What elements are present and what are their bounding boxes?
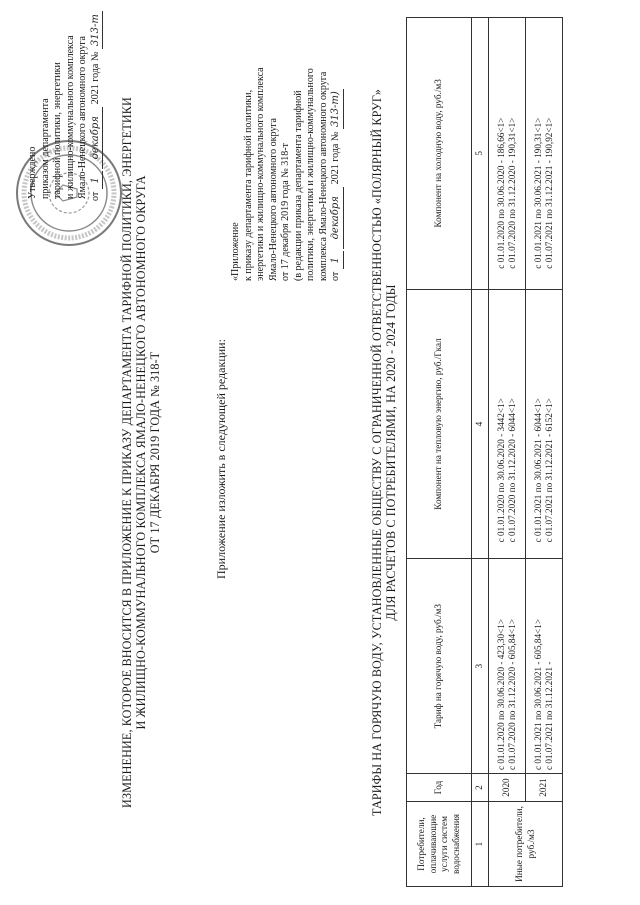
column-number: 1 (472, 802, 489, 887)
tariff-period: с 01.01.2021 по 30.06.2021 - 605,84<1> (532, 619, 543, 771)
appendix-date-prefix: от (330, 271, 341, 281)
tariff-table (406, 17, 563, 887)
column-number: 4 (472, 289, 489, 559)
appendix-line: Ямало-Ненецкого автономного округа (267, 118, 279, 281)
year-cell: 2021 (526, 774, 563, 802)
appendix-line: политики, энергетики и жилищно-коммунального (305, 68, 316, 281)
heat-period: с 01.07.2020 по 31.12.2020 - 6044<1> (507, 398, 517, 543)
table-header-row (407, 18, 472, 887)
appendix-line: энергетики и жилищно-коммунального комплекса (255, 67, 266, 281)
tariff-period: с 01.07.2020 по 31.12.2020 - 605,84<1> (507, 619, 517, 771)
approval-date-line (90, 6, 104, 201)
heading-line-3: ОТ 17 ДЕКАБРЯ 2019 ГОДА № 318-Т (148, 351, 162, 554)
heat-cell (489, 289, 526, 559)
approval-block (27, 6, 103, 201)
cold-period: с 01.01.2021 по 30.06.2021 - 190,31<1> (532, 117, 543, 269)
intro-text: Приложение изложить в следующей редакции: (214, 339, 228, 579)
table-row (526, 18, 563, 887)
heat-period: с 01.07.2021 по 31.12.2021 - 6152<1> (544, 398, 554, 543)
cold-cell (489, 18, 526, 290)
appendix-line: комплекса Ямало-Ненецкого автономного округа (317, 71, 329, 281)
header-heat-component: Компонент на тепловую энергию, руб./Гкал (407, 289, 472, 559)
approval-line: приказом департамента (39, 98, 51, 199)
amendment-heading (120, 0, 162, 905)
column-number: 3 (472, 559, 489, 774)
heat-cell (526, 289, 563, 559)
table-title-line-2: ДЛЯ РАСЧЕТОВ С ПОТРЕБИТЕЛЯМИ, НА 2020 - 2024 ГОДЫ (384, 284, 398, 621)
cold-period: с 01.07.2020 по 31.12.2020 - 190,31<1> (507, 117, 517, 269)
header-cold-component: Компонент на холодную воду, руб./м3 (407, 18, 472, 290)
header-tariff: Тариф на горячую воду, руб./м3 (407, 559, 472, 774)
table-number-row (472, 18, 489, 887)
heading-line-2: И ЖИЛИЩНО-КОММУНАЛЬНОГО КОМПЛЕКСА ЯМАЛО-НЕНЕЦКОГО АВТОНОМНОГО ОКРУГА (134, 175, 148, 730)
appendix-date-month: декабря (330, 187, 344, 249)
appendix-date-line (330, 31, 344, 281)
tariff-cell (489, 559, 526, 774)
consumer-cell: Иные потребители, руб./м3 (489, 802, 563, 887)
heat-period: с 01.01.2021 по 30.06.2021 - 6044<1> (532, 398, 543, 543)
year-cell: 2020 (489, 774, 526, 802)
tariff-period: с 01.01.2020 по 30.06.2020 - 423,30<1> (495, 619, 506, 771)
tariff-cell (526, 559, 563, 774)
approval-date-month: декабря (90, 107, 104, 169)
approval-line: Утверждено (27, 146, 38, 199)
appendix-block (230, 31, 344, 281)
heat-period: с 01.01.2020 по 30.06.2020 - 3442<1> (495, 398, 506, 543)
header-consumers: Потребители, оплачивающие услуги систем водоснабжения (407, 802, 472, 887)
approval-line: и жилищно-коммунального комплекса (64, 35, 76, 199)
appendix-line: к приказу департамента тарифной политики, (242, 89, 254, 281)
approval-date-prefix: от (89, 191, 101, 201)
cold-cell (526, 18, 563, 290)
cold-period: с 01.01.2020 по 30.06.2020 - 186,66<1> (495, 117, 506, 269)
approval-line: Ямало-Ненецкого автономного округа (77, 36, 88, 199)
approval-line: тарифной политики, энергетики (52, 62, 63, 199)
appendix-number: 313-т) (330, 89, 344, 129)
header-year: Год (407, 774, 472, 802)
table-row (489, 18, 526, 887)
tariff-period: с 01.07.2021 по 31.12.2021 - (544, 661, 554, 771)
approval-date-year: 2021 года № (89, 51, 101, 105)
column-number: 2 (472, 774, 489, 802)
approval-date-day: 1 (90, 171, 104, 189)
appendix-date-year: 2021 года № (330, 131, 341, 185)
appendix-line: от 17 декабря 2019 года № 318-т (280, 143, 291, 281)
cold-period: с 01.07.2021 по 31.12.2021 - 190,92<1> (544, 117, 554, 269)
table-title-line-1: ТАРИФЫ НА ГОРЯЧУЮ ВОДУ, УСТАНОВЛЕННЫЕ ОБЩЕСТВУ С ОГРАНИЧЕННОЙ ОТВЕТСТВЕННОСТЬЮ «ПОЛЯРНЫЙ КРУГ» (370, 89, 384, 816)
appendix-date-day: 1 (330, 251, 344, 269)
appendix-line: «Приложение (230, 222, 241, 281)
heading-line-1: ИЗМЕНЕНИЕ, КОТОРОЕ ВНОСИТСЯ В ПРИЛОЖЕНИЕ К ПРИКАЗУ ДЕПАРТАМЕНТА ТАРИФНОЙ ПОЛИТИКИ, ЭНЕРГЕТИКИ (120, 97, 134, 808)
table-title (370, 0, 398, 905)
column-number: 5 (472, 18, 489, 290)
approval-number: 313-т (90, 11, 104, 49)
appendix-line: (в редакции приказа департамента тарифной (292, 90, 304, 281)
